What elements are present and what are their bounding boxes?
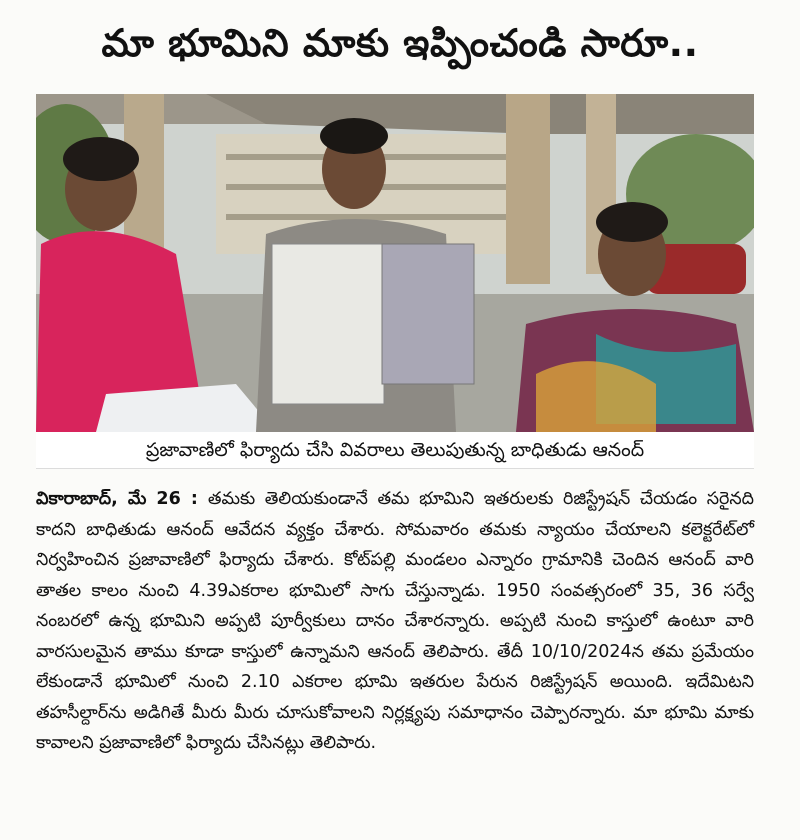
headline: మా భూమిని మాకు ఇప్పించండి సారూ.. [101, 21, 699, 65]
photo-caption: ప్రజావాణిలో ఫిర్యాదు చేసి వివరాలు తెలుపుతున్న బాధితుడు ఆనంద్ [36, 432, 754, 469]
article-dateline: వికారాబాద్, మే 26 : [36, 489, 208, 509]
article-body [36, 484, 754, 759]
news-photo [36, 94, 754, 432]
article-text: తమకు తెలియకుండానే తమ భూమిని ఇతరులకు రిజిస్ట్రేషన్ చేయడం సరైనది కాదని బాధితుడు ఆనంద్ ఆవేదన వ్యక్తం చేశారు. సోమవారం తమకు న్యాయం చేయాలని కలెక్టరేట్‌లో నిర్వహించిన ప్రజావాణిలో ఫిర్యాదు చేశారు. కోట్‌పల్లి మండలం ఎన్నారం గ్రామానికి చెందిన ఆనంద్ వారి తాతల కాలం నుంచి 4.39ఎకరాల భూమిలో సాగు చేస్తున్నాడు. 1950 సంవత్సరంలో 35, 36 సర్వే నంబరలో ఉన్న భూమిని అప్పటి పూర్వీకులు దానం చేశారన్నారు. అప్పటి నుంచి కాస్తులో ఉంటూ వారి వారసులమైన తాము కూడా కాస్తులో ఉన్నామని ఆనంద్ తెలిపారు. తేదీ 10/10/2024న తమ ప్రమేయం లేకుండానే భూమిలో నుంచి 2.10 ఎకరాల భూమి ఇతరుల పేరున రిజిస్ట్రేషన్ అయింది. ఇదేమిటని తహసీల్దార్‌ను అడిగితే మీరు మీరు చూసుకోవాలని నిర్లక్ష్యపు సమాధానం చెప్పారన్నారు. మా భూమి మాకు కావాలని ప్రజావాణిలో ఫిర్యాదు చేసినట్లు తెలిపారు. [36, 489, 754, 753]
news-photo-illustration [36, 94, 754, 432]
